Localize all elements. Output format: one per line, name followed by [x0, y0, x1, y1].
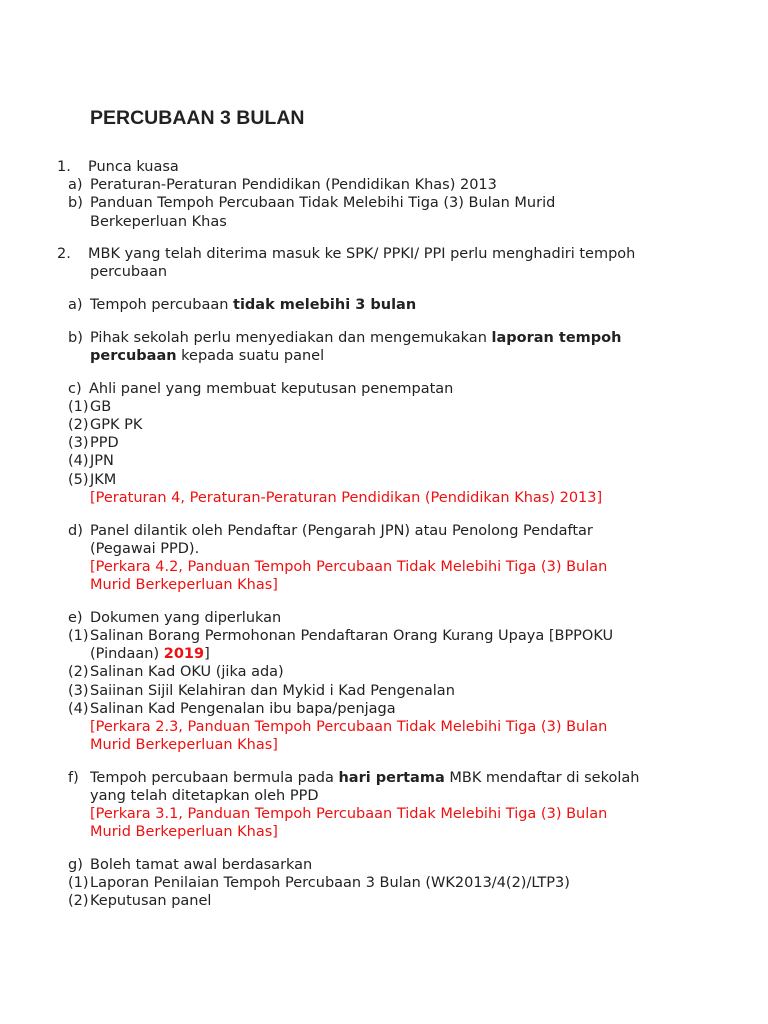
sub-item-number: (1): [68, 398, 89, 415]
item-marker: a): [68, 297, 83, 314]
list-item-2b: [0, 329, 768, 347]
sub-item-text: Salinan Kad OKU (jika ada): [90, 664, 284, 681]
sub-item-2c-1: [0, 398, 768, 416]
document-body: [0, 158, 768, 911]
sub-item-number: (2): [68, 417, 89, 434]
reference-2e: [0, 718, 768, 736]
sub-item-2e-3: [0, 682, 768, 700]
sub-item-text: Saiinan Sijil Kelahiran dan Mykid i Kad Pengenalan: [90, 682, 455, 699]
sub-item-number: (1): [68, 875, 89, 892]
sub-item-text: Keputusan panel: [90, 893, 212, 910]
item-bold-text: laporan tempoh: [491, 329, 622, 346]
list-item-2g: [0, 856, 768, 874]
item-text: Ahli panel yang membuat keputusan penempatan: [89, 380, 454, 397]
item-plain-text: MBK mendaftar di sekolah: [444, 769, 640, 786]
section-number: 1.: [57, 159, 71, 175]
spacer: [0, 314, 768, 329]
item-text: yang telah ditetapkan oleh PPD: [90, 787, 319, 804]
sub-item-number: (2): [68, 893, 89, 910]
sub-item-number: (3): [68, 682, 89, 699]
item-text: Boleh tamat awal berdasarkan: [90, 857, 313, 873]
list-item-2f: [0, 769, 768, 787]
spacer: [0, 365, 768, 380]
list-item-2e: [0, 609, 768, 627]
reference-2d-cont: [0, 576, 768, 594]
item-plain-text: Tempoh percubaan bermula pada: [90, 769, 339, 786]
list-item-2d-cont: [0, 540, 768, 558]
item-plain-text: ]: [204, 646, 210, 663]
item-text: Panel dilantik oleh Pendaftar (Pengarah JPN) atau Penolong Pendaftar: [90, 522, 593, 539]
page-title: PERCUBAAN 3 BULAN: [90, 107, 305, 129]
section-heading: Punca kuasa: [88, 159, 179, 175]
item-marker: a): [68, 177, 83, 194]
spacer: [0, 754, 768, 769]
sub-item-text: Laporan Penilaian Tempoh Percubaan 3 Bulan (WK2013/4(2)/LTP3): [90, 875, 570, 892]
item-bold-text: hari pertama: [338, 769, 445, 786]
item-text: [90, 296, 416, 314]
sub-item-2c-3: [0, 434, 768, 452]
item-bold-text: tidak melebihi 3 bulan: [233, 297, 417, 314]
reference-2f-cont: [0, 823, 768, 841]
sub-item-number: (5): [68, 471, 89, 488]
sub-item-2e-2: [0, 663, 768, 681]
sub-item-number: (1): [68, 627, 89, 644]
sub-item-2g-2: [0, 892, 768, 910]
list-item-1a: [0, 176, 768, 194]
sub-item-text: JKM: [90, 471, 117, 488]
item-marker: d): [68, 522, 83, 539]
sub-item-text: GPK PK: [90, 417, 143, 434]
sub-item-text: GB: [90, 398, 112, 415]
item-marker: b): [68, 329, 83, 346]
item-text: Peraturan-Peraturan Pendidikan (Pendidikan Khas) 2013: [90, 177, 497, 194]
list-item-2b-cont: [0, 347, 768, 365]
item-text: [90, 347, 324, 365]
spacer: [0, 282, 768, 297]
highlighted-year: 2019: [163, 646, 205, 663]
legal-reference: [Perkara 4.2, Panduan Tempoh Percubaan Tidak Melebihi Tiga (3) Bulan: [90, 558, 608, 575]
sub-item-2e-1-cont: [0, 645, 768, 663]
sub-item-text: Salinan Borang Permohonan Pendaftaran Orang Kurang Upaya [BPPOKU: [90, 627, 614, 644]
spacer: [0, 594, 768, 609]
sub-item-text: [90, 645, 210, 663]
sub-item-2c-4: [0, 452, 768, 470]
item-marker: f): [68, 769, 79, 786]
section-2-intro-cont: [0, 263, 768, 281]
section-text: MBK yang telah diterima masuk ke SPK/ PPKI/ PPI perlu menghadiri tempoh: [88, 246, 636, 263]
sub-item-number: (2): [68, 664, 89, 681]
item-text: [90, 329, 621, 347]
sub-item-2e-1: [0, 627, 768, 645]
item-text: Berkeperluan Khas: [90, 213, 227, 230]
item-marker: e): [68, 609, 83, 626]
sub-item-2e-4: [0, 700, 768, 718]
item-plain-text: Tempoh percubaan: [90, 297, 234, 314]
section-number: 2.: [57, 246, 71, 263]
item-plain-text: kepada suatu panel: [176, 348, 325, 364]
item-marker: c): [68, 380, 82, 397]
reference-2f: [0, 805, 768, 823]
reference-2d: [0, 558, 768, 576]
legal-reference: Murid Berkeperluan Khas]: [90, 824, 278, 841]
section-1-heading: [0, 158, 768, 176]
sub-item-2g-1: [0, 874, 768, 892]
sub-item-text: Salinan Kad Pengenalan ibu bapa/penjaga: [90, 700, 396, 717]
spacer: [0, 842, 768, 857]
list-item-1b: [0, 194, 768, 212]
list-item-1b-cont: [0, 213, 768, 231]
sub-item-number: (4): [68, 453, 89, 470]
reference-2c: [0, 489, 768, 507]
legal-reference: [Peraturan 4, Peraturan-Peraturan Pendidikan (Pendidikan Khas) 2013]: [90, 489, 603, 506]
item-text: [90, 769, 639, 787]
section-text: percubaan: [90, 264, 168, 281]
legal-reference: [Perkara 2.3, Panduan Tempoh Percubaan Tidak Melebihi Tiga (3) Bulan: [90, 718, 608, 735]
legal-reference: Murid Berkeperluan Khas]: [90, 737, 278, 754]
list-item-2a: [0, 296, 768, 314]
sub-item-2c-5: [0, 471, 768, 489]
item-plain-text: (Pindaan): [90, 646, 164, 663]
item-bold-text: percubaan: [90, 348, 177, 364]
item-marker: g): [68, 857, 83, 873]
sub-item-number: (3): [68, 435, 89, 452]
sub-item-text: PPD: [90, 435, 119, 452]
spacer: [0, 507, 768, 522]
item-text: Panduan Tempoh Percubaan Tidak Melebihi Tiga (3) Bulan Murid: [90, 195, 556, 212]
sub-item-text: JPN: [90, 453, 114, 470]
item-marker: b): [68, 195, 83, 212]
item-text: Dokumen yang diperlukan: [90, 609, 282, 626]
list-item-2c: [0, 380, 768, 398]
list-item-2d: [0, 522, 768, 540]
spacer: [0, 231, 768, 246]
sub-item-2c-2: [0, 416, 768, 434]
item-text: (Pegawai PPD).: [90, 540, 200, 557]
legal-reference: [Perkara 3.1, Panduan Tempoh Percubaan Tidak Melebihi Tiga (3) Bulan: [90, 806, 608, 823]
item-plain-text: Pihak sekolah perlu menyediakan dan mengemukakan: [90, 329, 492, 346]
legal-reference: Murid Berkeperluan Khas]: [90, 577, 278, 594]
reference-2e-cont: [0, 736, 768, 754]
sub-item-number: (4): [68, 700, 89, 717]
section-2-intro: [0, 245, 768, 263]
list-item-2f-cont: [0, 787, 768, 805]
